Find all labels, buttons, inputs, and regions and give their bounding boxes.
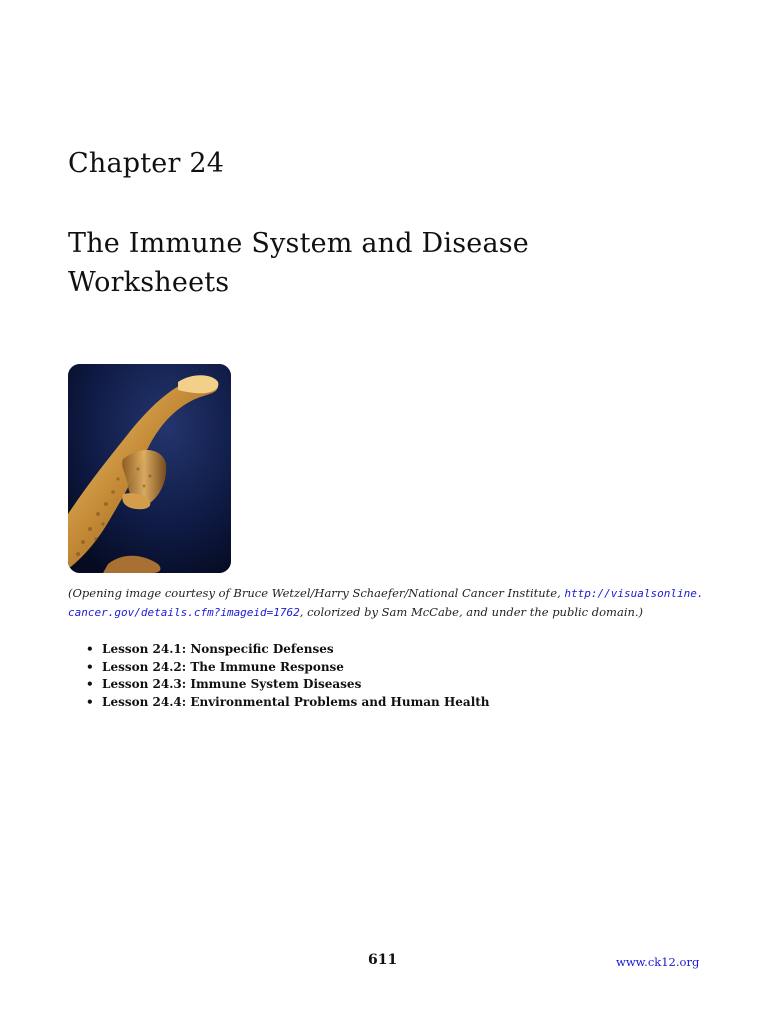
bullet-icon: • — [86, 677, 94, 691]
lesson-list — [86, 641, 490, 711]
list-item — [86, 676, 490, 694]
bullet-icon: • — [86, 642, 94, 656]
opening-image — [68, 364, 231, 573]
caption-suffix: , colorized by Sam McCabe, and under the public domain.) — [299, 605, 644, 619]
lesson-label: Lesson 24.3: Immune System Diseases — [102, 677, 362, 691]
parasite-micrograph — [68, 364, 231, 573]
caption-link-line2[interactable]: cancer.gov/details.cfm?imageid=1762 — [68, 606, 300, 619]
chapter-label: Chapter 24 — [68, 148, 225, 179]
bullet-icon: • — [86, 694, 94, 709]
lesson-label: Lesson 24.1: Nonspecific Defenses — [102, 642, 334, 656]
site-url-link[interactable]: www.ck12.org — [616, 955, 700, 969]
list-item — [86, 694, 490, 712]
page-number: 611 — [368, 952, 398, 968]
list-item — [86, 641, 490, 659]
caption-link-line1[interactable]: http://visualsonline. — [564, 587, 704, 600]
image-caption — [68, 584, 728, 622]
lesson-label: Lesson 24.2: The Immune Response — [102, 659, 344, 674]
lesson-label: Lesson 24.4: Environmental Problems and Human Health — [102, 694, 490, 709]
caption-prefix: (Opening image courtesy of Bruce Wetzel/Harry Schaefer/National Cancer Institute, — [68, 586, 565, 600]
chapter-title: The Immune System and Disease Worksheets — [68, 228, 529, 298]
list-item — [86, 659, 490, 677]
bullet-icon: • — [86, 659, 94, 674]
